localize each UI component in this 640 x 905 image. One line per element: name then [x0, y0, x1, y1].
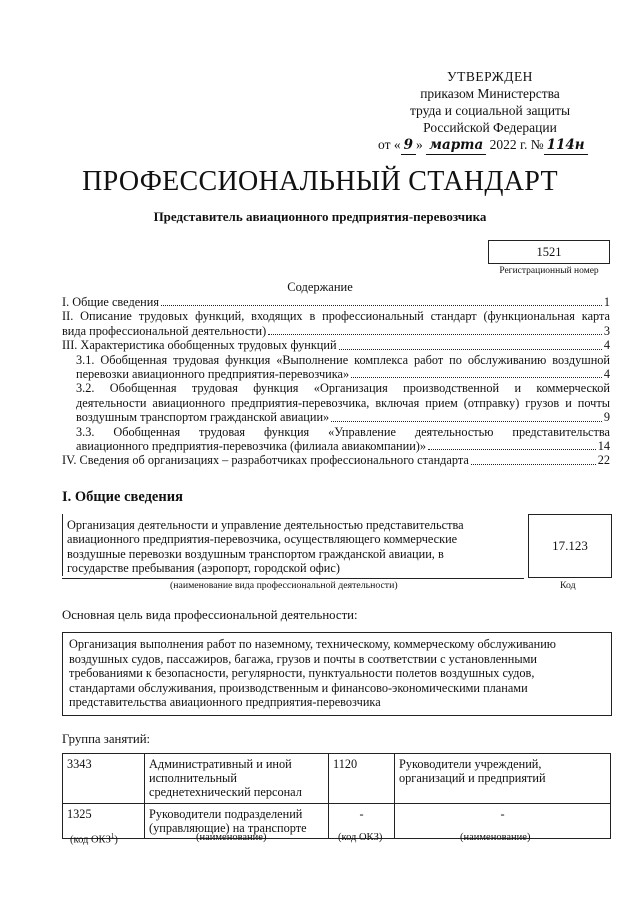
- toc-title: Содержание: [287, 280, 353, 294]
- toc-item[interactable]: IV. Сведения об организациях – разработчиках профессионального стандарта 22: [62, 453, 610, 468]
- approval-block: [370, 68, 610, 155]
- activity-caption: (наименование вида профессиональной деятельности): [170, 580, 398, 591]
- date-year: 2022 г. №: [489, 137, 544, 152]
- goal-label: Основная цель вида профессиональной деятельности:: [62, 608, 358, 622]
- dot-leader: [351, 377, 602, 378]
- okz-name: Административный и иной исполнительный среднетехнический персонал: [145, 754, 329, 804]
- okz-name-2: -: [395, 803, 611, 838]
- okz-code-2: 1120: [329, 754, 395, 804]
- toc-item[interactable]: III. Характеристика обобщенных трудовых функций 4: [62, 338, 610, 353]
- caption-name: (наименование): [196, 832, 267, 843]
- order-number-handwritten: 114н: [544, 137, 588, 155]
- occupation-group-table: [62, 753, 611, 839]
- dot-leader: [428, 449, 596, 450]
- caption-okz-code: (код ОКЗ$^1$): [70, 832, 118, 846]
- code-caption: Код: [560, 580, 576, 591]
- dot-leader: [161, 305, 602, 306]
- dot-leader: [339, 349, 602, 350]
- table-of-contents: [62, 295, 610, 468]
- dot-leader: [331, 421, 602, 422]
- okz-code: 1325: [63, 803, 145, 838]
- approval-line-1: приказом Министерства: [420, 86, 560, 101]
- caption-okz-code-2: (код ОКЗ): [338, 832, 383, 843]
- goal-text: Организация выполнения работ по наземному, техническому, коммерческому обслуживанию воздушных судов, пассажиров, багажа, грузов и почты в соответствии с установленными требованиями к безопасности, регулярности, пунктуальности полетов воздушных судов, стандартами обслуживания, производственным и финансово-экономическими планами представительства авиационного предприятия-перевозчика: [69, 637, 556, 710]
- goal-box: [62, 632, 612, 716]
- registration-number-box: 1521: [488, 240, 610, 264]
- date-mid: »: [416, 137, 423, 152]
- toc-item[interactable]: 3.1. Обобщенная трудовая функция «Выполнение комплекса работ по обслуживанию воздушной перевозки авиационного предприятия-перевозчика» 4: [76, 352, 610, 382]
- activity-frame-left: [62, 514, 63, 576]
- toc-item[interactable]: II. Описание трудовых функций, входящих в профессиональный стандарт (функциональная карта вида профессиональной деятельности) 3: [62, 309, 610, 338]
- dot-leader: [268, 334, 602, 335]
- approval-date-line: [370, 136, 610, 155]
- date-prefix: от «: [378, 137, 401, 152]
- activity-name: Организация деятельности и управление деятельностью представительства авиационного предприятия-перевозчика, осуществляющего коммерческие воздушные перевозки воздушным транспортом гражданской авиации, в государстве пребывания (аэропорт, городской офис): [67, 518, 464, 576]
- activity-underline: [62, 578, 524, 579]
- okz-code-2: -: [329, 803, 395, 838]
- date-month-handwritten: марта: [426, 137, 486, 155]
- toc-item[interactable]: 3.2. Обобщенная трудовая функция «Организация производственной и коммерческой деятельности авиационного предприятия-перевозчика, включая прием (отправку) грузов и почты воздушным транспортом гражданской авиации» 9: [76, 381, 610, 425]
- okz-code: 3343: [63, 754, 145, 804]
- section-heading: I. Общие сведения: [62, 489, 183, 505]
- table-row: [63, 754, 611, 804]
- document-title: ПРОФЕССИОНАЛЬНЫЙ СТАНДАРТ: [82, 166, 558, 197]
- approval-line-2: труда и социальной защиты: [409, 103, 571, 118]
- caption-name-2: (наименование): [460, 832, 531, 843]
- registration-number-label: Регистрационный номер: [499, 266, 599, 276]
- activity-code-box: 17.123: [528, 514, 612, 578]
- document-subtitle: Представитель авиационного предприятия-перевозчика: [153, 209, 487, 224]
- date-day-handwritten: 9: [401, 137, 416, 155]
- approval-line-3: Российской Федерации: [423, 120, 557, 135]
- okz-name-2: Руководители учреждений, организаций и предприятий: [395, 754, 611, 804]
- okz-name: Руководители подразделений (управляющие) на транспорте: [145, 803, 329, 838]
- dot-leader: [471, 464, 596, 465]
- toc-item[interactable]: I. Общие сведения 1: [62, 295, 610, 309]
- group-label: Группа занятий:: [62, 732, 151, 746]
- toc-item[interactable]: 3.3. Обобщенная трудовая функция «Управление деятельностью представительства авиационного предприятия-перевозчика (филиала авиакомпании)» 14: [76, 424, 610, 454]
- approval-heading: УТВЕРЖДЕН: [447, 69, 533, 84]
